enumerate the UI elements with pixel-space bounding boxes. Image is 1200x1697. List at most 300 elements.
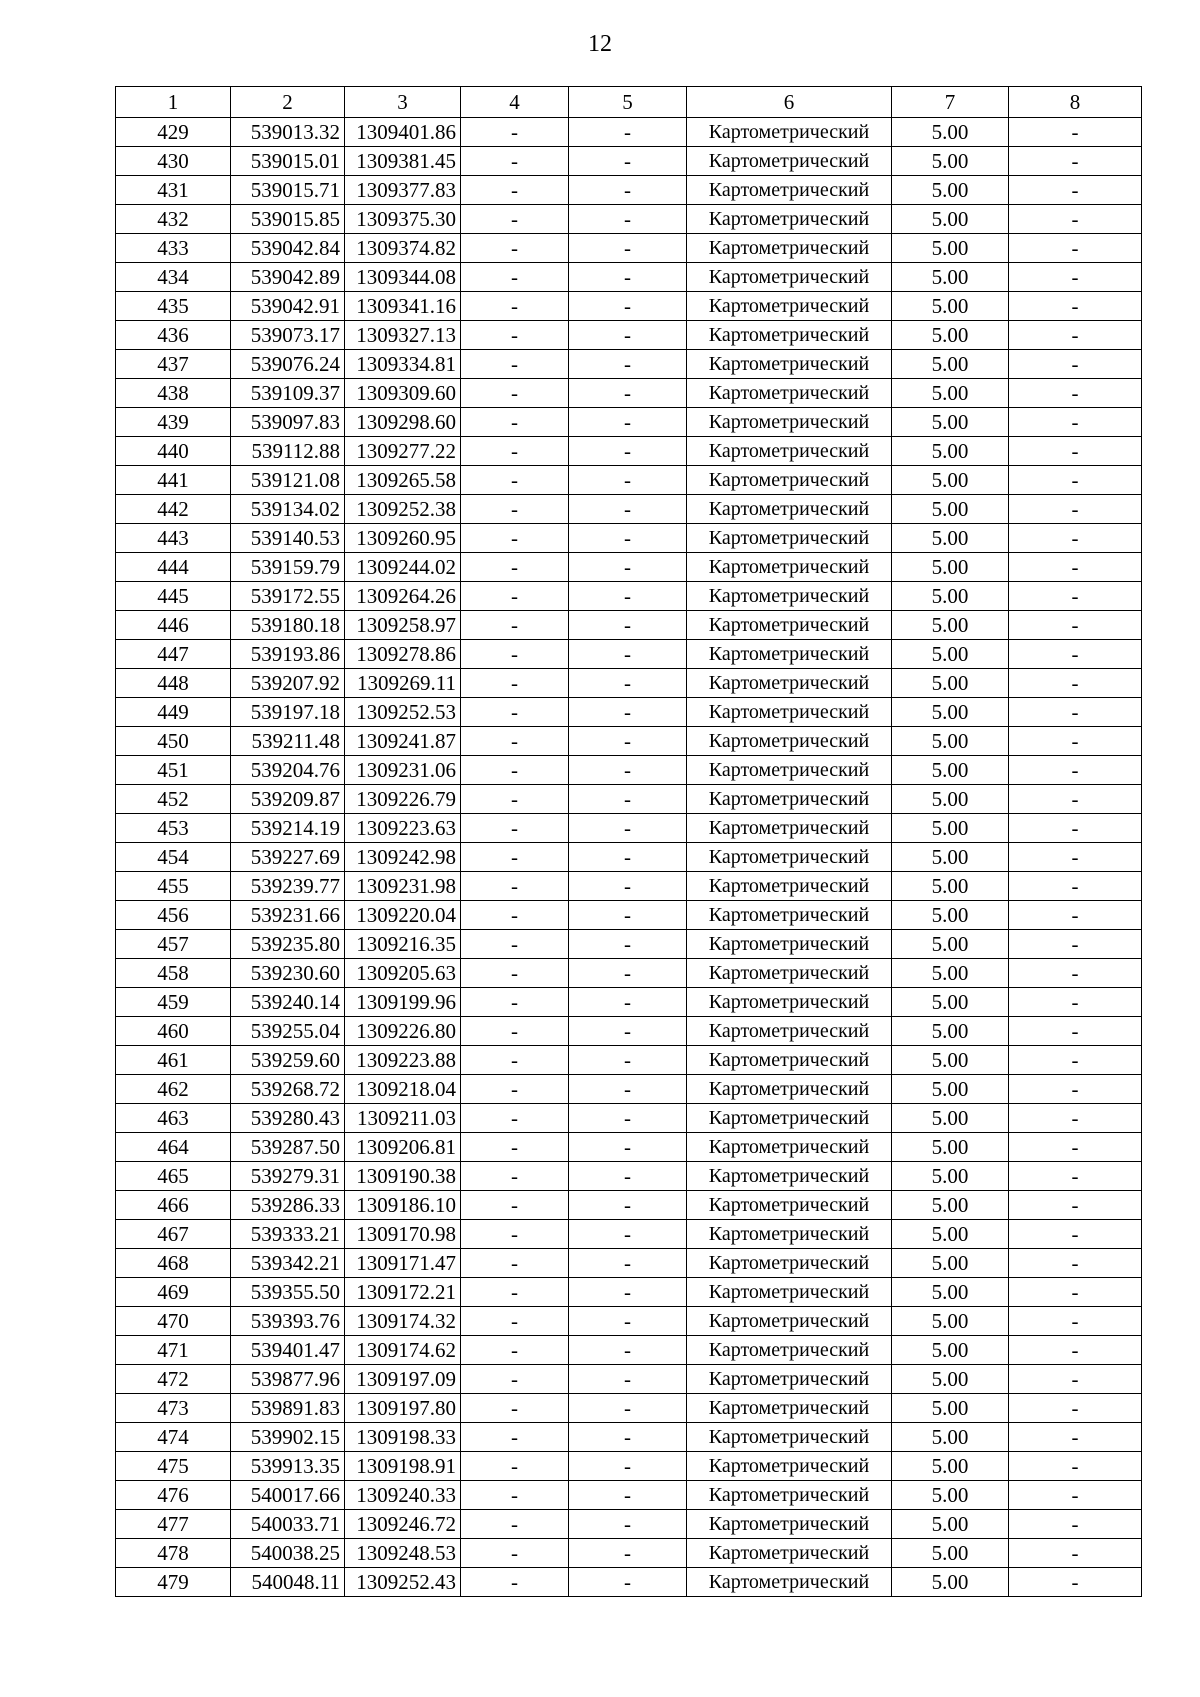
precision-cell: 5.00 (892, 1046, 1009, 1075)
table-row (116, 785, 1142, 814)
method-cell: Картометрический (687, 1394, 892, 1423)
point-number-cell: 433 (116, 234, 231, 263)
precision-cell: 5.00 (892, 1307, 1009, 1336)
coord-y-cell: 1309226.80 (345, 1017, 461, 1046)
method-cell: Картометрический (687, 988, 892, 1017)
col-4-cell: - (461, 1046, 569, 1075)
col-5-cell: - (569, 1336, 687, 1365)
point-number-cell: 475 (116, 1452, 231, 1481)
table-row (116, 553, 1142, 582)
col-5-cell: - (569, 292, 687, 321)
precision-cell: 5.00 (892, 495, 1009, 524)
precision-cell: 5.00 (892, 872, 1009, 901)
method-cell: Картометрический (687, 698, 892, 727)
col-5-cell: - (569, 524, 687, 553)
coord-y-cell: 1309170.98 (345, 1220, 461, 1249)
col-8-cell: - (1009, 321, 1142, 350)
col-4-cell: - (461, 1423, 569, 1452)
coord-x-cell: 539172.55 (231, 582, 345, 611)
col-4-cell: - (461, 727, 569, 756)
coord-y-cell: 1309218.04 (345, 1075, 461, 1104)
table-row (116, 669, 1142, 698)
method-cell: Картометрический (687, 1075, 892, 1104)
col-5-cell: - (569, 495, 687, 524)
table-row (116, 611, 1142, 640)
col-8-cell: - (1009, 147, 1142, 176)
col-4-cell: - (461, 1452, 569, 1481)
point-number-cell: 430 (116, 147, 231, 176)
precision-cell: 5.00 (892, 901, 1009, 930)
point-number-cell: 445 (116, 582, 231, 611)
coord-y-cell: 1309265.58 (345, 466, 461, 495)
point-number-cell: 468 (116, 1249, 231, 1278)
coord-y-cell: 1309206.81 (345, 1133, 461, 1162)
col-5-cell: - (569, 205, 687, 234)
method-cell: Картометрический (687, 524, 892, 553)
coord-y-cell: 1309186.10 (345, 1191, 461, 1220)
coord-y-cell: 1309172.21 (345, 1278, 461, 1307)
col-5-cell: - (569, 1510, 687, 1539)
col-5-cell: - (569, 582, 687, 611)
coord-y-cell: 1309309.60 (345, 379, 461, 408)
point-number-cell: 479 (116, 1568, 231, 1597)
method-cell: Картометрический (687, 466, 892, 495)
col-4-cell: - (461, 1278, 569, 1307)
col-4-cell: - (461, 1568, 569, 1597)
col-4-cell: - (461, 582, 569, 611)
method-cell: Картометрический (687, 814, 892, 843)
precision-cell: 5.00 (892, 843, 1009, 872)
precision-cell: 5.00 (892, 785, 1009, 814)
method-cell: Картометрический (687, 1423, 892, 1452)
col-5-cell: - (569, 437, 687, 466)
coord-y-cell: 1309223.63 (345, 814, 461, 843)
col-8-cell: - (1009, 437, 1142, 466)
precision-cell: 5.00 (892, 988, 1009, 1017)
table-row (116, 1452, 1142, 1481)
coord-y-cell: 1309205.63 (345, 959, 461, 988)
point-number-cell: 440 (116, 437, 231, 466)
col-8-cell: - (1009, 785, 1142, 814)
table-row (116, 1394, 1142, 1423)
point-number-cell: 444 (116, 553, 231, 582)
coord-x-cell: 539013.32 (231, 118, 345, 147)
coord-x-cell: 539121.08 (231, 466, 345, 495)
col-4-cell: - (461, 118, 569, 147)
col-8-cell: - (1009, 176, 1142, 205)
coord-x-cell: 539015.85 (231, 205, 345, 234)
col-5-cell: - (569, 1046, 687, 1075)
table-row (116, 872, 1142, 901)
method-cell: Картометрический (687, 582, 892, 611)
page-number: 12 (588, 31, 612, 57)
col-5-cell: - (569, 901, 687, 930)
table-row (116, 959, 1142, 988)
coord-x-cell: 539073.17 (231, 321, 345, 350)
coord-x-cell: 539401.47 (231, 1336, 345, 1365)
col-8-cell: - (1009, 1423, 1142, 1452)
col-5-cell: - (569, 1075, 687, 1104)
point-number-cell: 457 (116, 930, 231, 959)
coord-y-cell: 1309199.96 (345, 988, 461, 1017)
precision-cell: 5.00 (892, 1394, 1009, 1423)
col-4-cell: - (461, 1510, 569, 1539)
coord-x-cell: 540038.25 (231, 1539, 345, 1568)
method-cell: Картометрический (687, 640, 892, 669)
col-4-cell: - (461, 872, 569, 901)
coord-x-cell: 539891.83 (231, 1394, 345, 1423)
col-5-cell: - (569, 176, 687, 205)
coord-x-cell: 539355.50 (231, 1278, 345, 1307)
point-number-cell: 443 (116, 524, 231, 553)
col-8-cell: - (1009, 1452, 1142, 1481)
coord-x-cell: 539209.87 (231, 785, 345, 814)
coord-x-cell: 539913.35 (231, 1452, 345, 1481)
method-cell: Картометрический (687, 727, 892, 756)
col-4-cell: - (461, 321, 569, 350)
point-number-cell: 451 (116, 756, 231, 785)
method-cell: Картометрический (687, 959, 892, 988)
point-number-cell: 453 (116, 814, 231, 843)
coord-x-cell: 539227.69 (231, 843, 345, 872)
col-5-cell: - (569, 640, 687, 669)
table-row (116, 1307, 1142, 1336)
table-row (116, 234, 1142, 263)
method-cell: Картометрический (687, 118, 892, 147)
table-row (116, 263, 1142, 292)
col-5-cell: - (569, 988, 687, 1017)
col-4-cell: - (461, 234, 569, 263)
method-cell: Картометрический (687, 901, 892, 930)
col-8-cell: - (1009, 1481, 1142, 1510)
coord-y-cell: 1309375.30 (345, 205, 461, 234)
point-number-cell: 474 (116, 1423, 231, 1452)
col-8-cell: - (1009, 1365, 1142, 1394)
col-4-cell: - (461, 263, 569, 292)
coord-y-cell: 1309223.88 (345, 1046, 461, 1075)
precision-cell: 5.00 (892, 553, 1009, 582)
col-8-cell: - (1009, 872, 1142, 901)
method-cell: Картометрический (687, 1481, 892, 1510)
coord-x-cell: 539180.18 (231, 611, 345, 640)
col-4-cell: - (461, 292, 569, 321)
method-cell: Картометрический (687, 495, 892, 524)
precision-cell: 5.00 (892, 640, 1009, 669)
method-cell: Картометрический (687, 321, 892, 350)
coord-y-cell: 1309327.13 (345, 321, 461, 350)
table-row (116, 147, 1142, 176)
point-number-cell: 470 (116, 1307, 231, 1336)
precision-cell: 5.00 (892, 930, 1009, 959)
table-row (116, 843, 1142, 872)
table-row (116, 524, 1142, 553)
coord-y-cell: 1309334.81 (345, 350, 461, 379)
precision-cell: 5.00 (892, 1365, 1009, 1394)
col-5-cell: - (569, 785, 687, 814)
precision-cell: 5.00 (892, 234, 1009, 263)
coord-y-cell: 1309377.83 (345, 176, 461, 205)
col-4-cell: - (461, 1017, 569, 1046)
col-8-cell: - (1009, 1133, 1142, 1162)
col-8-cell: - (1009, 1191, 1142, 1220)
method-cell: Картометрический (687, 611, 892, 640)
coord-y-cell: 1309246.72 (345, 1510, 461, 1539)
precision-cell: 5.00 (892, 263, 1009, 292)
point-number-cell: 446 (116, 611, 231, 640)
col-4-cell: - (461, 1481, 569, 1510)
col-5-cell: - (569, 1249, 687, 1278)
point-number-cell: 469 (116, 1278, 231, 1307)
precision-cell: 5.00 (892, 1104, 1009, 1133)
point-number-cell: 455 (116, 872, 231, 901)
col-8-cell: - (1009, 1278, 1142, 1307)
point-number-cell: 471 (116, 1336, 231, 1365)
table-row (116, 118, 1142, 147)
precision-cell: 5.00 (892, 1336, 1009, 1365)
method-cell: Картометрический (687, 930, 892, 959)
table-row (116, 292, 1142, 321)
col-5-cell: - (569, 263, 687, 292)
col-4-cell: - (461, 1336, 569, 1365)
col-4-cell: - (461, 1104, 569, 1133)
col-5-cell: - (569, 1539, 687, 1568)
coord-x-cell: 539097.83 (231, 408, 345, 437)
point-number-cell: 472 (116, 1365, 231, 1394)
column-header-8: 8 (1009, 87, 1142, 118)
col-5-cell: - (569, 814, 687, 843)
table-row (116, 321, 1142, 350)
method-cell: Картометрический (687, 350, 892, 379)
table-row (116, 814, 1142, 843)
coord-x-cell: 539279.31 (231, 1162, 345, 1191)
coord-x-cell: 539280.43 (231, 1104, 345, 1133)
table-row (116, 1104, 1142, 1133)
col-8-cell: - (1009, 1104, 1142, 1133)
point-number-cell: 439 (116, 408, 231, 437)
precision-cell: 5.00 (892, 1017, 1009, 1046)
col-5-cell: - (569, 1394, 687, 1423)
col-4-cell: - (461, 466, 569, 495)
point-number-cell: 467 (116, 1220, 231, 1249)
precision-cell: 5.00 (892, 205, 1009, 234)
precision-cell: 5.00 (892, 727, 1009, 756)
coord-x-cell: 539015.01 (231, 147, 345, 176)
table-row (116, 176, 1142, 205)
method-cell: Картометрический (687, 1133, 892, 1162)
col-4-cell: - (461, 611, 569, 640)
method-cell: Картометрический (687, 1017, 892, 1046)
col-5-cell: - (569, 553, 687, 582)
point-number-cell: 454 (116, 843, 231, 872)
point-number-cell: 460 (116, 1017, 231, 1046)
table-row (116, 582, 1142, 611)
col-8-cell: - (1009, 727, 1142, 756)
col-5-cell: - (569, 1162, 687, 1191)
precision-cell: 5.00 (892, 1278, 1009, 1307)
table-row (116, 1075, 1142, 1104)
precision-cell: 5.00 (892, 1249, 1009, 1278)
col-8-cell: - (1009, 524, 1142, 553)
table-row (116, 1510, 1142, 1539)
table-row (116, 466, 1142, 495)
col-8-cell: - (1009, 843, 1142, 872)
point-number-cell: 447 (116, 640, 231, 669)
method-cell: Картометрический (687, 1046, 892, 1075)
col-8-cell: - (1009, 408, 1142, 437)
coord-x-cell: 539259.60 (231, 1046, 345, 1075)
method-cell: Картометрический (687, 1510, 892, 1539)
col-5-cell: - (569, 1307, 687, 1336)
method-cell: Картометрический (687, 205, 892, 234)
coord-x-cell: 539902.15 (231, 1423, 345, 1452)
col-5-cell: - (569, 1133, 687, 1162)
col-8-cell: - (1009, 553, 1142, 582)
precision-cell: 5.00 (892, 1133, 1009, 1162)
coord-y-cell: 1309269.11 (345, 669, 461, 698)
coord-y-cell: 1309344.08 (345, 263, 461, 292)
coord-y-cell: 1309174.32 (345, 1307, 461, 1336)
column-header-2: 2 (231, 87, 345, 118)
precision-cell: 5.00 (892, 379, 1009, 408)
col-5-cell: - (569, 466, 687, 495)
table-row (116, 1539, 1142, 1568)
point-number-cell: 462 (116, 1075, 231, 1104)
point-number-cell: 441 (116, 466, 231, 495)
col-5-cell: - (569, 843, 687, 872)
col-8-cell: - (1009, 611, 1142, 640)
coord-y-cell: 1309226.79 (345, 785, 461, 814)
coord-x-cell: 539042.89 (231, 263, 345, 292)
coord-y-cell: 1309231.98 (345, 872, 461, 901)
method-cell: Картометрический (687, 292, 892, 321)
coord-y-cell: 1309197.09 (345, 1365, 461, 1394)
method-cell: Картометрический (687, 1365, 892, 1394)
precision-cell: 5.00 (892, 408, 1009, 437)
precision-cell: 5.00 (892, 321, 1009, 350)
point-number-cell: 450 (116, 727, 231, 756)
coord-x-cell: 539333.21 (231, 1220, 345, 1249)
coord-x-cell: 539230.60 (231, 959, 345, 988)
col-5-cell: - (569, 147, 687, 176)
column-header-4: 4 (461, 87, 569, 118)
coord-x-cell: 539134.02 (231, 495, 345, 524)
table-row (116, 1220, 1142, 1249)
coord-y-cell: 1309241.87 (345, 727, 461, 756)
col-5-cell: - (569, 727, 687, 756)
col-5-cell: - (569, 1191, 687, 1220)
col-8-cell: - (1009, 959, 1142, 988)
col-8-cell: - (1009, 495, 1142, 524)
table-row (116, 698, 1142, 727)
col-4-cell: - (461, 147, 569, 176)
coord-x-cell: 539193.86 (231, 640, 345, 669)
col-8-cell: - (1009, 698, 1142, 727)
col-8-cell: - (1009, 1307, 1142, 1336)
col-4-cell: - (461, 437, 569, 466)
table-row (116, 1365, 1142, 1394)
col-4-cell: - (461, 756, 569, 785)
col-8-cell: - (1009, 640, 1142, 669)
col-8-cell: - (1009, 263, 1142, 292)
coord-y-cell: 1309260.95 (345, 524, 461, 553)
col-4-cell: - (461, 553, 569, 582)
coord-x-cell: 539393.76 (231, 1307, 345, 1336)
precision-cell: 5.00 (892, 1075, 1009, 1104)
coord-y-cell: 1309220.04 (345, 901, 461, 930)
col-8-cell: - (1009, 234, 1142, 263)
table-row (116, 1162, 1142, 1191)
coord-x-cell: 539287.50 (231, 1133, 345, 1162)
precision-cell: 5.00 (892, 669, 1009, 698)
coord-x-cell: 539207.92 (231, 669, 345, 698)
table-row (116, 437, 1142, 466)
precision-cell: 5.00 (892, 1220, 1009, 1249)
column-header-1: 1 (116, 87, 231, 118)
coord-y-cell: 1309252.53 (345, 698, 461, 727)
table-row (116, 1133, 1142, 1162)
col-4-cell: - (461, 698, 569, 727)
col-4-cell: - (461, 1539, 569, 1568)
col-4-cell: - (461, 1133, 569, 1162)
col-8-cell: - (1009, 901, 1142, 930)
col-5-cell: - (569, 1104, 687, 1133)
point-number-cell: 434 (116, 263, 231, 292)
col-5-cell: - (569, 756, 687, 785)
col-4-cell: - (461, 350, 569, 379)
coord-y-cell: 1309278.86 (345, 640, 461, 669)
precision-cell: 5.00 (892, 147, 1009, 176)
precision-cell: 5.00 (892, 959, 1009, 988)
col-5-cell: - (569, 1452, 687, 1481)
precision-cell: 5.00 (892, 118, 1009, 147)
coord-y-cell: 1309244.02 (345, 553, 461, 582)
method-cell: Картометрический (687, 1162, 892, 1191)
coord-y-cell: 1309264.26 (345, 582, 461, 611)
col-5-cell: - (569, 872, 687, 901)
precision-cell: 5.00 (892, 1568, 1009, 1597)
col-5-cell: - (569, 611, 687, 640)
method-cell: Картометрический (687, 408, 892, 437)
col-5-cell: - (569, 408, 687, 437)
col-4-cell: - (461, 640, 569, 669)
precision-cell: 5.00 (892, 698, 1009, 727)
table-row (116, 1278, 1142, 1307)
method-cell: Картометрический (687, 1249, 892, 1278)
col-8-cell: - (1009, 350, 1142, 379)
coord-x-cell: 540017.66 (231, 1481, 345, 1510)
col-8-cell: - (1009, 1220, 1142, 1249)
precision-cell: 5.00 (892, 437, 1009, 466)
table-row (116, 1249, 1142, 1278)
col-4-cell: - (461, 843, 569, 872)
col-8-cell: - (1009, 1336, 1142, 1365)
method-cell: Картометрический (687, 669, 892, 698)
coord-y-cell: 1309401.86 (345, 118, 461, 147)
point-number-cell: 458 (116, 959, 231, 988)
method-cell: Картометрический (687, 147, 892, 176)
col-5-cell: - (569, 379, 687, 408)
table-row (116, 1481, 1142, 1510)
point-number-cell: 477 (116, 1510, 231, 1539)
col-4-cell: - (461, 379, 569, 408)
point-number-cell: 466 (116, 1191, 231, 1220)
col-5-cell: - (569, 1278, 687, 1307)
coord-x-cell: 539076.24 (231, 350, 345, 379)
method-cell: Картометрический (687, 1539, 892, 1568)
coord-x-cell: 539240.14 (231, 988, 345, 1017)
table-row (116, 727, 1142, 756)
coord-x-cell: 539231.66 (231, 901, 345, 930)
